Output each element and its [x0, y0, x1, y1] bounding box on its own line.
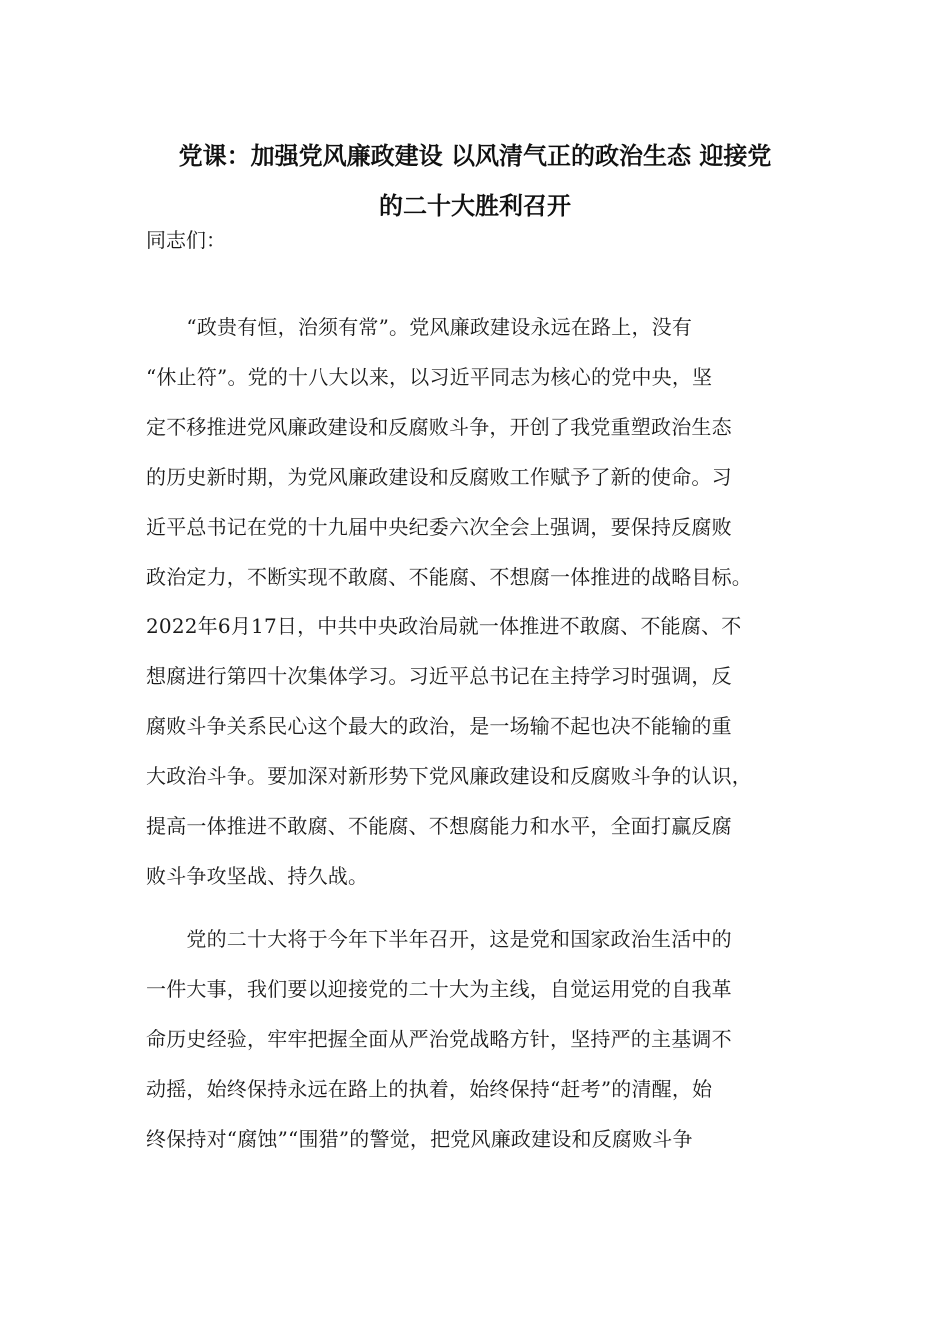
document-title-line-2: 的二十大胜利召开 — [379, 192, 571, 220]
paragraph-1-line: 想腐进行第四十次集体学习。习近平总书记在主持学习时强调，反 — [146, 664, 732, 688]
paragraph-1-line: 2022年6月17日，中共中央政治局就一体推进不敢腐、不能腐、不 — [146, 614, 742, 638]
paragraph-1-line: 大政治斗争。要加深对新形势下党风廉政建设和反腐败斗争的认识， — [146, 764, 752, 788]
paragraph-2-line: 终保持对“腐蚀”“围猎”的警觉，把党风廉政建设和反腐败斗争 — [146, 1127, 693, 1151]
paragraph-1-line: 的历史新时期，为党风廉政建设和反腐败工作赋予了新的使命。习 — [146, 465, 732, 489]
paragraph-1-line: 政治定力，不断实现不敢腐、不能腐、不想腐一体推进的战略目标。 — [146, 565, 752, 589]
paragraph-1-line: 败斗争攻坚战、持久战。 — [146, 864, 369, 888]
paragraph-1-line: 定不移推进党风廉政建设和反腐败斗争，开创了我党重塑政治生态 — [146, 415, 732, 439]
document-title-line-1: 党课：加强党风廉政建设 以风清气正的政治生态 迎接党 — [178, 142, 772, 170]
paragraph-2-line: 命历史经验，牢牢把握全面从严治党战略方针，坚持严的主基调不 — [146, 1027, 732, 1051]
paragraph-1-line: “休止符”。党的十八大以来，以习近平同志为核心的党中央，坚 — [146, 365, 713, 389]
paragraph-2-line: 党的二十大将于今年下半年召开，这是党和国家政治生活中的 — [146, 927, 732, 951]
paragraph-1-line: 近平总书记在党的十九届中央纪委六次全会上强调，要保持反腐败 — [146, 515, 732, 539]
paragraph-1-line: 腐败斗争关系民心这个最大的政治，是一场输不起也决不能输的重 — [146, 714, 732, 738]
paragraph-1-line: “政贵有恒，治须有常”。党风廉政建设永远在路上，没有 — [146, 315, 693, 339]
paragraph-1-line: 提高一体推进不敢腐、不能腐、不想腐能力和水平，全面打赢反腐 — [146, 814, 732, 838]
salutation: 同志们： — [146, 228, 226, 252]
paragraph-2-line: 一件大事，我们要以迎接党的二十大为主线，自觉运用党的自我革 — [146, 977, 732, 1001]
paragraph-2-line: 动摇，始终保持永远在路上的执着，始终保持“赶考”的清醒，始 — [146, 1077, 713, 1101]
